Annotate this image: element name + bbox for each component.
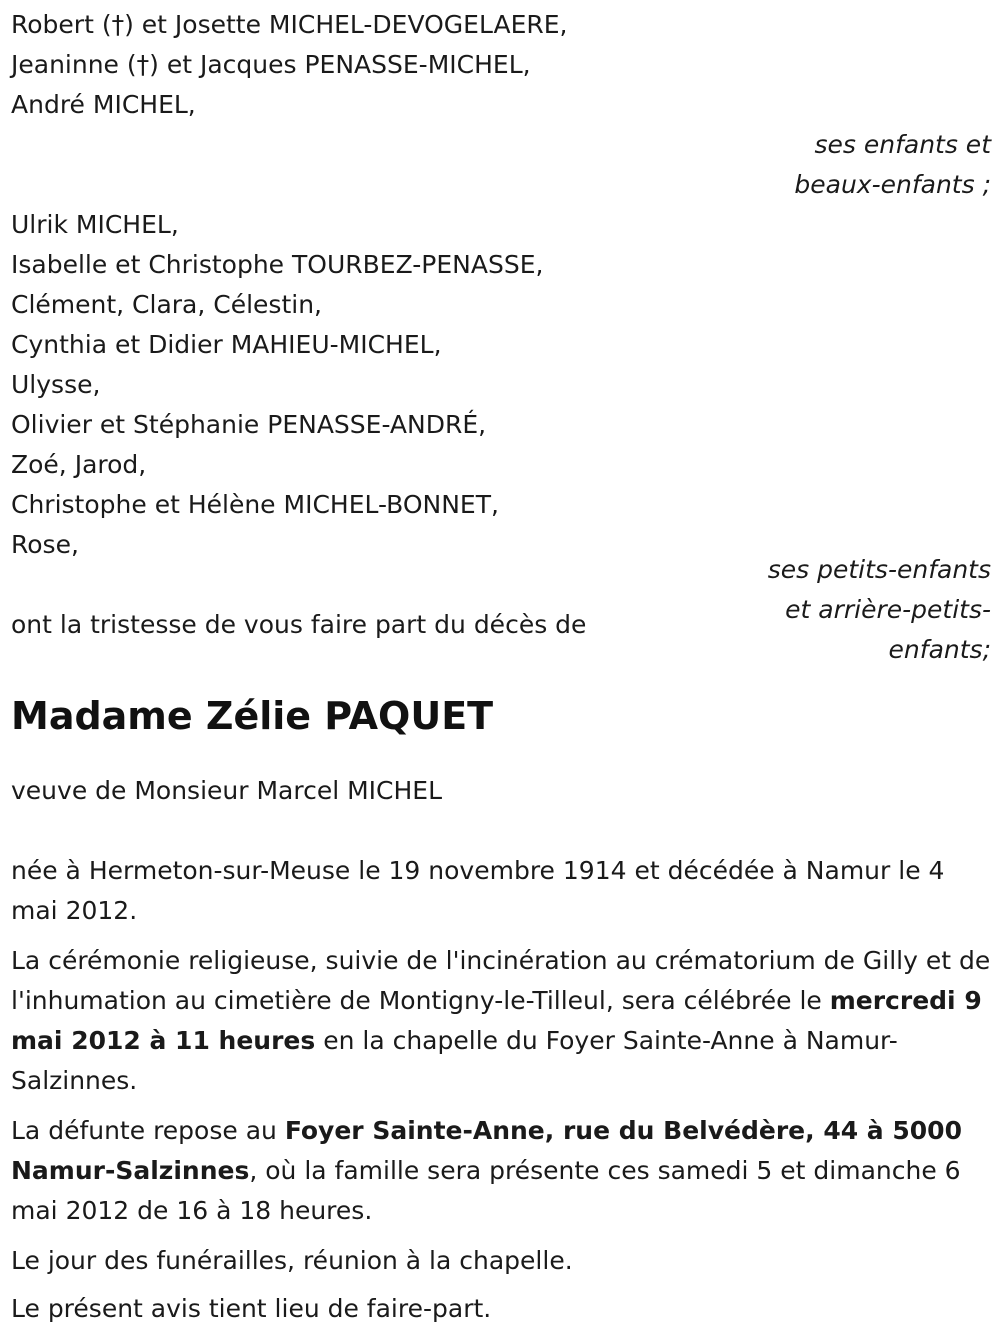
obituary-notice <box>11 5 991 1329</box>
ceremony-paragraph <box>11 941 991 1101</box>
ceremony-date: mercredi 9 mai 2012 à 11 heures <box>11 986 982 1055</box>
announcement-row <box>11 555 991 685</box>
cross-icon: † <box>111 10 125 39</box>
children-line-1-post: ) et Josette MICHEL-DEVOGELAERE, <box>124 10 568 39</box>
deceased-name: Madame Zélie PAQUET <box>11 694 494 738</box>
grandchild-line: Ulrik MICHEL, <box>11 210 179 239</box>
grandchild-line: Christophe et Hélène MICHEL-BONNET, <box>11 490 499 519</box>
ceremony-text-before: La cérémonie religieuse, suivie de l'incinération au crématorium de Gilly et de l'inhumation au cimetière de Montigny-le-Tilleul, sera célébrée le <box>11 946 991 1015</box>
cross-icon: † <box>136 50 150 79</box>
funeral-day-text: Le jour des funérailles, réunion à la chapelle. <box>11 1246 573 1275</box>
grandchild-line: Olivier et Stéphanie PENASSE-ANDRÉ, <box>11 410 487 439</box>
children-line-2-post: ) et Jacques PENASSE-MICHEL, <box>149 50 531 79</box>
children-caption-line-2: beaux-enfants ; <box>794 170 991 199</box>
repose-paragraph <box>11 1111 991 1231</box>
grandchildren-caption-line-1: ses petits-enfants <box>767 555 991 584</box>
announcement-text: ont la tristesse de vous faire part du décès de <box>11 610 587 639</box>
grandchild-line: Isabelle et Christophe TOURBEZ-PENASSE, <box>11 250 544 279</box>
widow-of-text: veuve de Monsieur Marcel MICHEL <box>11 776 443 805</box>
birth-death-text: née à Hermeton-sur-Meuse le 19 novembre 1914 et décédée à Namur le 4 mai 2012. <box>11 856 945 925</box>
children-line-1 <box>11 5 991 45</box>
repose-text-after: , où la famille sera présente ces samedi 5 et dimanche 6 mai 2012 de 16 à 18 heures. <box>11 1156 961 1225</box>
children-list <box>11 5 991 125</box>
children-caption-line-1: ses enfants et <box>814 130 991 159</box>
grandchildren-caption <box>768 550 991 670</box>
children-caption <box>11 125 991 205</box>
grandchild-line: Ulysse, <box>11 370 101 399</box>
grandchild-line: Rose, <box>11 530 79 559</box>
ceremony-text-after: en la chapelle du Foyer Sainte-Anne à Namur-Salzinnes. <box>11 1026 898 1095</box>
notice-text: Le présent avis tient lieu de faire-part. <box>11 1294 492 1323</box>
grandchildren-caption-line-3: enfants; <box>888 635 991 664</box>
grandchild-line: Zoé, Jarod, <box>11 450 147 479</box>
grandchild-line: Cynthia et Didier MAHIEU-MICHEL, <box>11 330 442 359</box>
grandchildren-list <box>11 205 991 565</box>
children-line-2 <box>11 45 991 85</box>
grandchildren-section <box>11 205 991 685</box>
grandchild-line: Clément, Clara, Célestin, <box>11 290 322 319</box>
repose-text-before: La défunte repose au <box>11 1116 285 1145</box>
grandchildren-caption-line-2: et arrière-petits- <box>785 595 991 624</box>
children-line-2-pre: Jeaninne ( <box>11 50 137 79</box>
children-line-3: André MICHEL, <box>11 90 196 119</box>
repose-place: Foyer Sainte-Anne, rue du Belvédère, 44 à 5000 Namur-Salzinnes <box>11 1116 962 1185</box>
children-line-1-pre: Robert ( <box>11 10 112 39</box>
